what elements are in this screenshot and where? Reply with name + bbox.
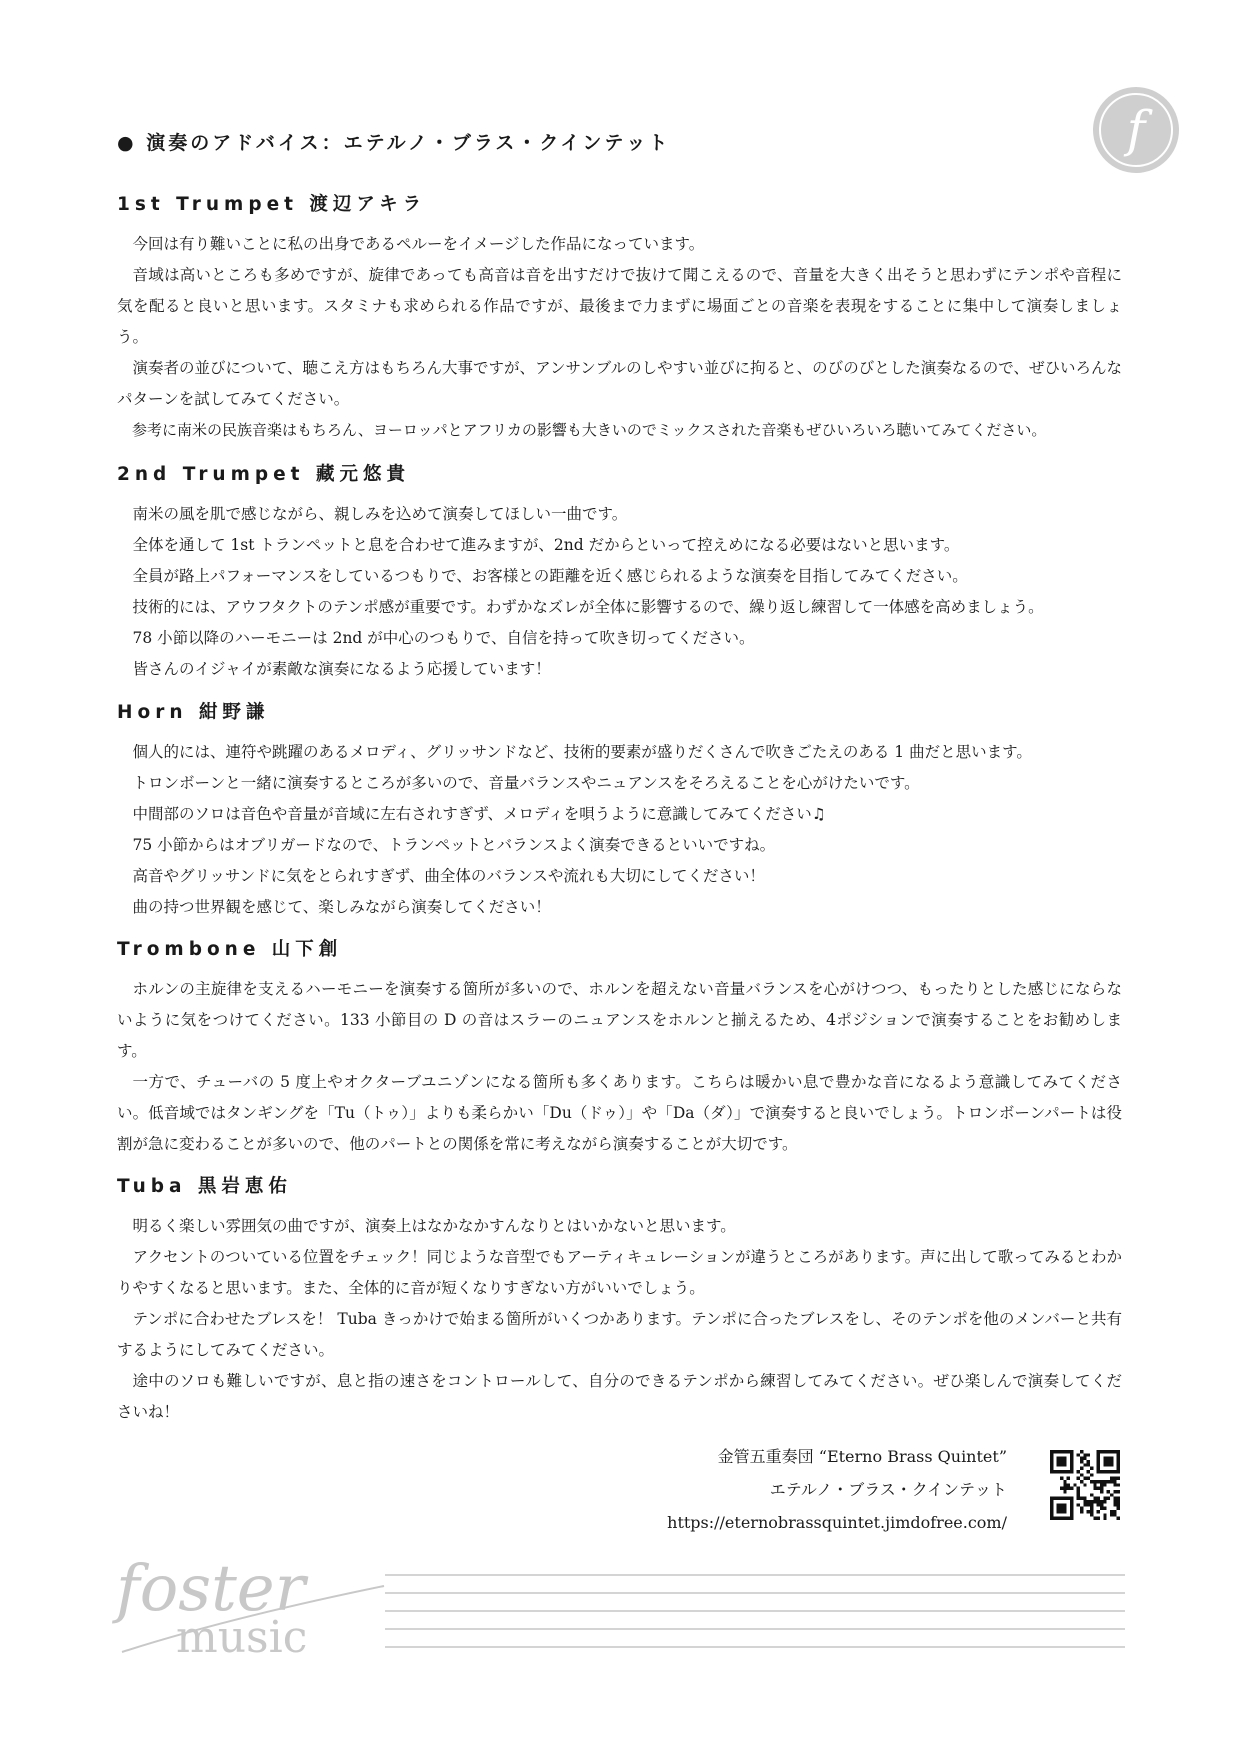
section-heading-horn: Horn 紺野謙 <box>117 702 270 723</box>
logo-word-foster: foster <box>116 1552 306 1626</box>
paragraph: アクセントのついている位置をチェック！同じような音型でもアーティキュレーションが違うところがあります。声に出して歌ってみるとわかりやすくなると思います。また、全体的に音が短くなりすぎない方がいいでしょう。 <box>117 1248 1122 1297</box>
signature-group-name: 金管五重奏団 “Eterno Brass Quintet” <box>717 1447 1007 1466</box>
page-title: ● 演奏のアドバイス：エテルノ・ブラス・クインテット <box>117 132 671 154</box>
paragraph: 南米の風を肌で感じながら、親しみを込めて演奏してほしい一曲です。 <box>132 505 628 523</box>
paragraph: 中間部のソロは音色や音量が音域に左右されすぎず、メロディを唄うように意識してみてください♫ <box>132 805 826 823</box>
paragraph: 技術的には、アウフタクトのテンポ感が重要です。わずかなズレが全体に影響するので、繰り返し練習して一体感を高めましょう。 <box>132 598 1044 616</box>
paragraph: トロンボーンと一緒に演奏するところが多いので、音量バランスやニュアンスをそろえることを心がけたいです。 <box>132 774 920 792</box>
music-staff-lines <box>385 1573 1125 1653</box>
qr-code-icon[interactable] <box>1050 1450 1120 1520</box>
signature-katakana-name: エテルノ・ブラス・クインテット <box>769 1480 1007 1499</box>
logo-word-music: music <box>176 1612 308 1658</box>
paragraph: 途中のソロも難しいですが、息と指の速さをコントロールして、自分のできるテンポから練習してみてください。ぜひ楽しんで演奏してくださいね！ <box>117 1372 1122 1421</box>
paragraph: 音域は高いところも多めですが、旋律であっても高音は音を出すだけで抜けて聞こえるので、音量を大きく出そうと思わずにテンポや音程に気を配ると良いと思います。スタミナも求められる作品ですが、最後まで力まずに場面ごとの音楽を表現をすることに集中して演奏しましょう。 <box>117 266 1122 346</box>
foster-badge-icon <box>1090 84 1182 176</box>
section-heading-2nd-trumpet: 2nd Trumpet 藏元悠貴 <box>117 464 410 485</box>
paragraph: 75 小節からはオブリガードなので、トランペットとバランスよく演奏できるといいですね。 <box>132 836 776 854</box>
paragraph: 参考に南米の民族音楽はもちろん、ヨーロッパとアフリカの影響も大きいのでミックスされた音楽もぜひいろいろ聴いてみてください。 <box>132 421 1047 439</box>
paragraph: 78 小節以降のハーモニーは 2nd が中心のつもりで、自信を持って吹き切ってください。 <box>132 629 755 647</box>
paragraph: 演奏者の並びについて、聴こえ方はもちろん大事ですが、アンサンブルのしやすい並びに拘ると、のびのびとした演奏なるので、ぜひいろんなパターンを試してみてください。 <box>117 359 1122 408</box>
paragraph: テンポに合わせたブレスを！ Tuba きっかけで始まる箇所がいくつかあります。テンポに合ったブレスをし、そのテンポを他のメンバーと共有するようにしてみてください。 <box>117 1310 1122 1359</box>
signature-url[interactable]: https://eternobrassquintet.jimdofree.com/ <box>667 1513 1007 1532</box>
paragraph: 高音やグリッサンドに気をとられすぎず、曲全体のバランスや流れも大切にしてください！ <box>132 867 765 885</box>
paragraph: 一方で、チューバの 5 度上やオクターブユニゾンになる箇所も多くあります。こちらは暖かい息で豊かな音になるよう意識してみてください。低音域ではタンギングを「Tu（トゥ）」よりも柔らかい「Du（ドゥ）」や「Da（ダ）」で演奏すると良いでしょう。トロンボーンパートは役割が急に変わることが多いので、他のパートとの関係を常に考えながら演奏することが大切です。 <box>117 1073 1122 1153</box>
badge-letter: f <box>1126 100 1146 158</box>
paragraph: 全員が路上パフォーマンスをしているつもりで、お客様との距離を近く感じられるような演奏を目指してみてください。 <box>132 567 968 585</box>
section-heading-trombone: Trombone 山下創 <box>117 939 343 960</box>
paragraph: 全体を通して 1st トランペットと息を合わせて進みますが、2nd だからといって控えめになる必要はないと思います。 <box>132 536 960 554</box>
paragraph: 今回は有り難いことに私の出身であるペルーをイメージした作品になっています。 <box>132 235 705 253</box>
paragraph: 明るく楽しい雰囲気の曲ですが、演奏上はなかなかすんなりとはいかないと思います。 <box>132 1217 736 1235</box>
paragraph: 曲の持つ世界観を感じて、楽しみながら演奏してください！ <box>132 898 551 916</box>
paragraph: 個人的には、連符や跳躍のあるメロディ、グリッサンドなど、技術的要素が盛りだくさんで吹きごたえのある 1 曲だと思います。 <box>132 743 1032 761</box>
paragraph: ホルンの主旋律を支えるハーモニーを演奏する箇所が多いので、ホルンを超えない音量バランスを心がけつつ、もったりとした感じにならないように気をつけてください。133 小節目の D の音はスラーのニュアンスをホルンと揃えるため、4ポジションで演奏することをお勧めします。 <box>117 980 1122 1060</box>
signature-block <box>667 1440 1007 1539</box>
paragraph: 皆さんのイジャイが素敵な演奏になるよう応援しています！ <box>132 660 551 678</box>
section-heading-1st-trumpet: 1st Trumpet 渡辺アキラ <box>117 194 427 215</box>
section-heading-tuba: Tuba 黒岩恵佑 <box>117 1176 292 1197</box>
foster-music-logo <box>108 1548 388 1658</box>
